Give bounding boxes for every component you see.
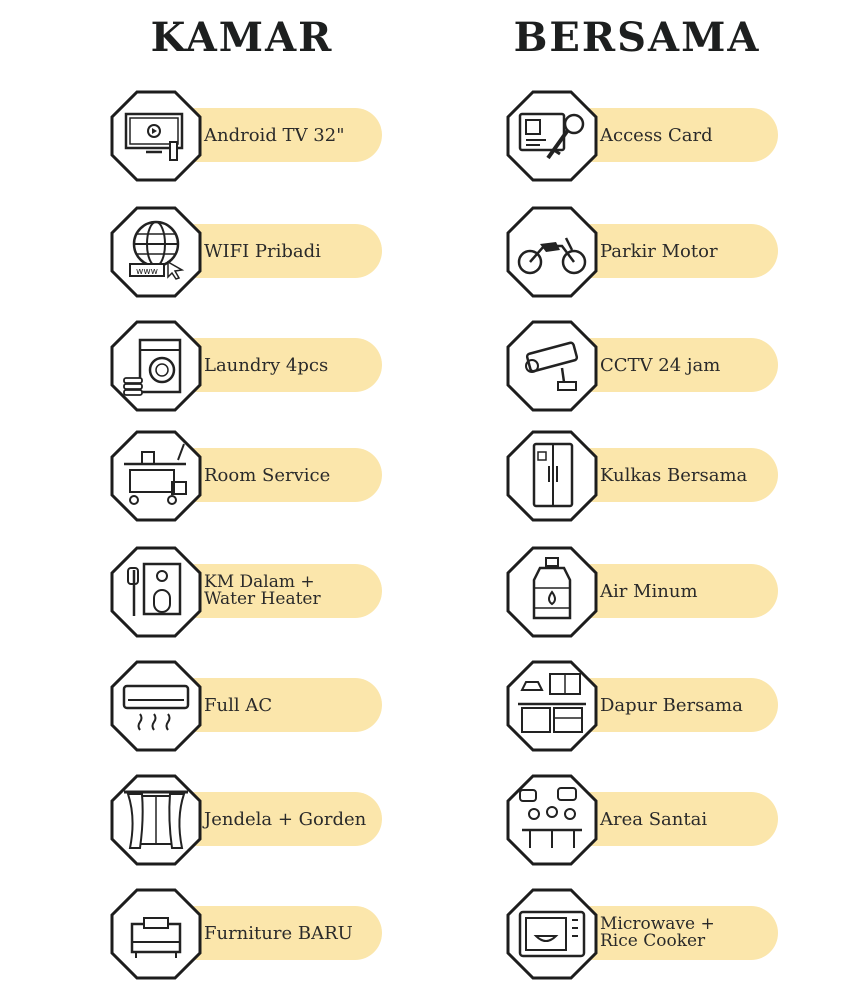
feature-label: Laundry 4pcs bbox=[204, 354, 329, 376]
kamar-feature-item bbox=[110, 660, 410, 752]
kamar-feature-item bbox=[110, 888, 410, 980]
motorcycle-icon bbox=[506, 206, 598, 298]
cleaning-cart-icon bbox=[110, 430, 202, 522]
feature-label: Android TV 32" bbox=[204, 124, 345, 146]
washing-machine-icon bbox=[110, 320, 202, 412]
window-curtain-icon bbox=[110, 774, 202, 866]
feature-label: Parkir Motor bbox=[600, 240, 718, 262]
feature-label: Jendela + Gorden bbox=[204, 808, 367, 830]
kamar-feature-item bbox=[110, 546, 410, 638]
bersama-feature-item bbox=[506, 546, 806, 638]
kamar-feature-item bbox=[110, 774, 410, 866]
bersama-feature-item bbox=[506, 660, 806, 752]
water-gallon-icon bbox=[506, 546, 598, 638]
kamar-feature-item bbox=[110, 90, 410, 182]
access-card-key-icon bbox=[506, 90, 598, 182]
feature-label: Full AC bbox=[204, 694, 273, 716]
cctv-camera-icon bbox=[506, 320, 598, 412]
bersama-feature-item bbox=[506, 888, 806, 980]
kamar-feature-item bbox=[110, 320, 410, 412]
microwave-icon bbox=[506, 888, 598, 980]
feature-label: Furniture BARU bbox=[204, 922, 353, 944]
air-conditioner-icon bbox=[110, 660, 202, 752]
feature-label: Area Santai bbox=[600, 808, 708, 830]
feature-label: Microwave + Rice Cooker bbox=[600, 914, 715, 951]
feature-label: Air Minum bbox=[600, 580, 698, 602]
feature-label: Room Service bbox=[204, 464, 331, 486]
water-heater-icon bbox=[110, 546, 202, 638]
kitchen-icon bbox=[506, 660, 598, 752]
bed-icon bbox=[110, 888, 202, 980]
bersama-feature-item bbox=[506, 90, 806, 182]
feature-label: WIFI Pribadi bbox=[204, 240, 321, 262]
feature-label: Access Card bbox=[600, 124, 713, 146]
kamar-column-title: KAMAR bbox=[150, 14, 334, 61]
globe-www-icon bbox=[110, 206, 202, 298]
feature-label: Kulkas Bersama bbox=[600, 464, 748, 486]
feature-label: CCTV 24 jam bbox=[600, 354, 721, 376]
bersama-column-title: BERSAMA bbox=[513, 14, 761, 61]
bersama-feature-item bbox=[506, 320, 806, 412]
kamar-feature-item bbox=[110, 430, 410, 522]
bersama-feature-item bbox=[506, 774, 806, 866]
refrigerator-icon bbox=[506, 430, 598, 522]
feature-label: Dapur Bersama bbox=[600, 694, 743, 716]
tv-icon bbox=[110, 90, 202, 182]
kamar-feature-item bbox=[110, 206, 410, 298]
bersama-feature-item bbox=[506, 206, 806, 298]
bersama-feature-item bbox=[506, 430, 806, 522]
lounge-chat-icon bbox=[506, 774, 598, 866]
feature-label: KM Dalam + Water Heater bbox=[204, 572, 321, 609]
